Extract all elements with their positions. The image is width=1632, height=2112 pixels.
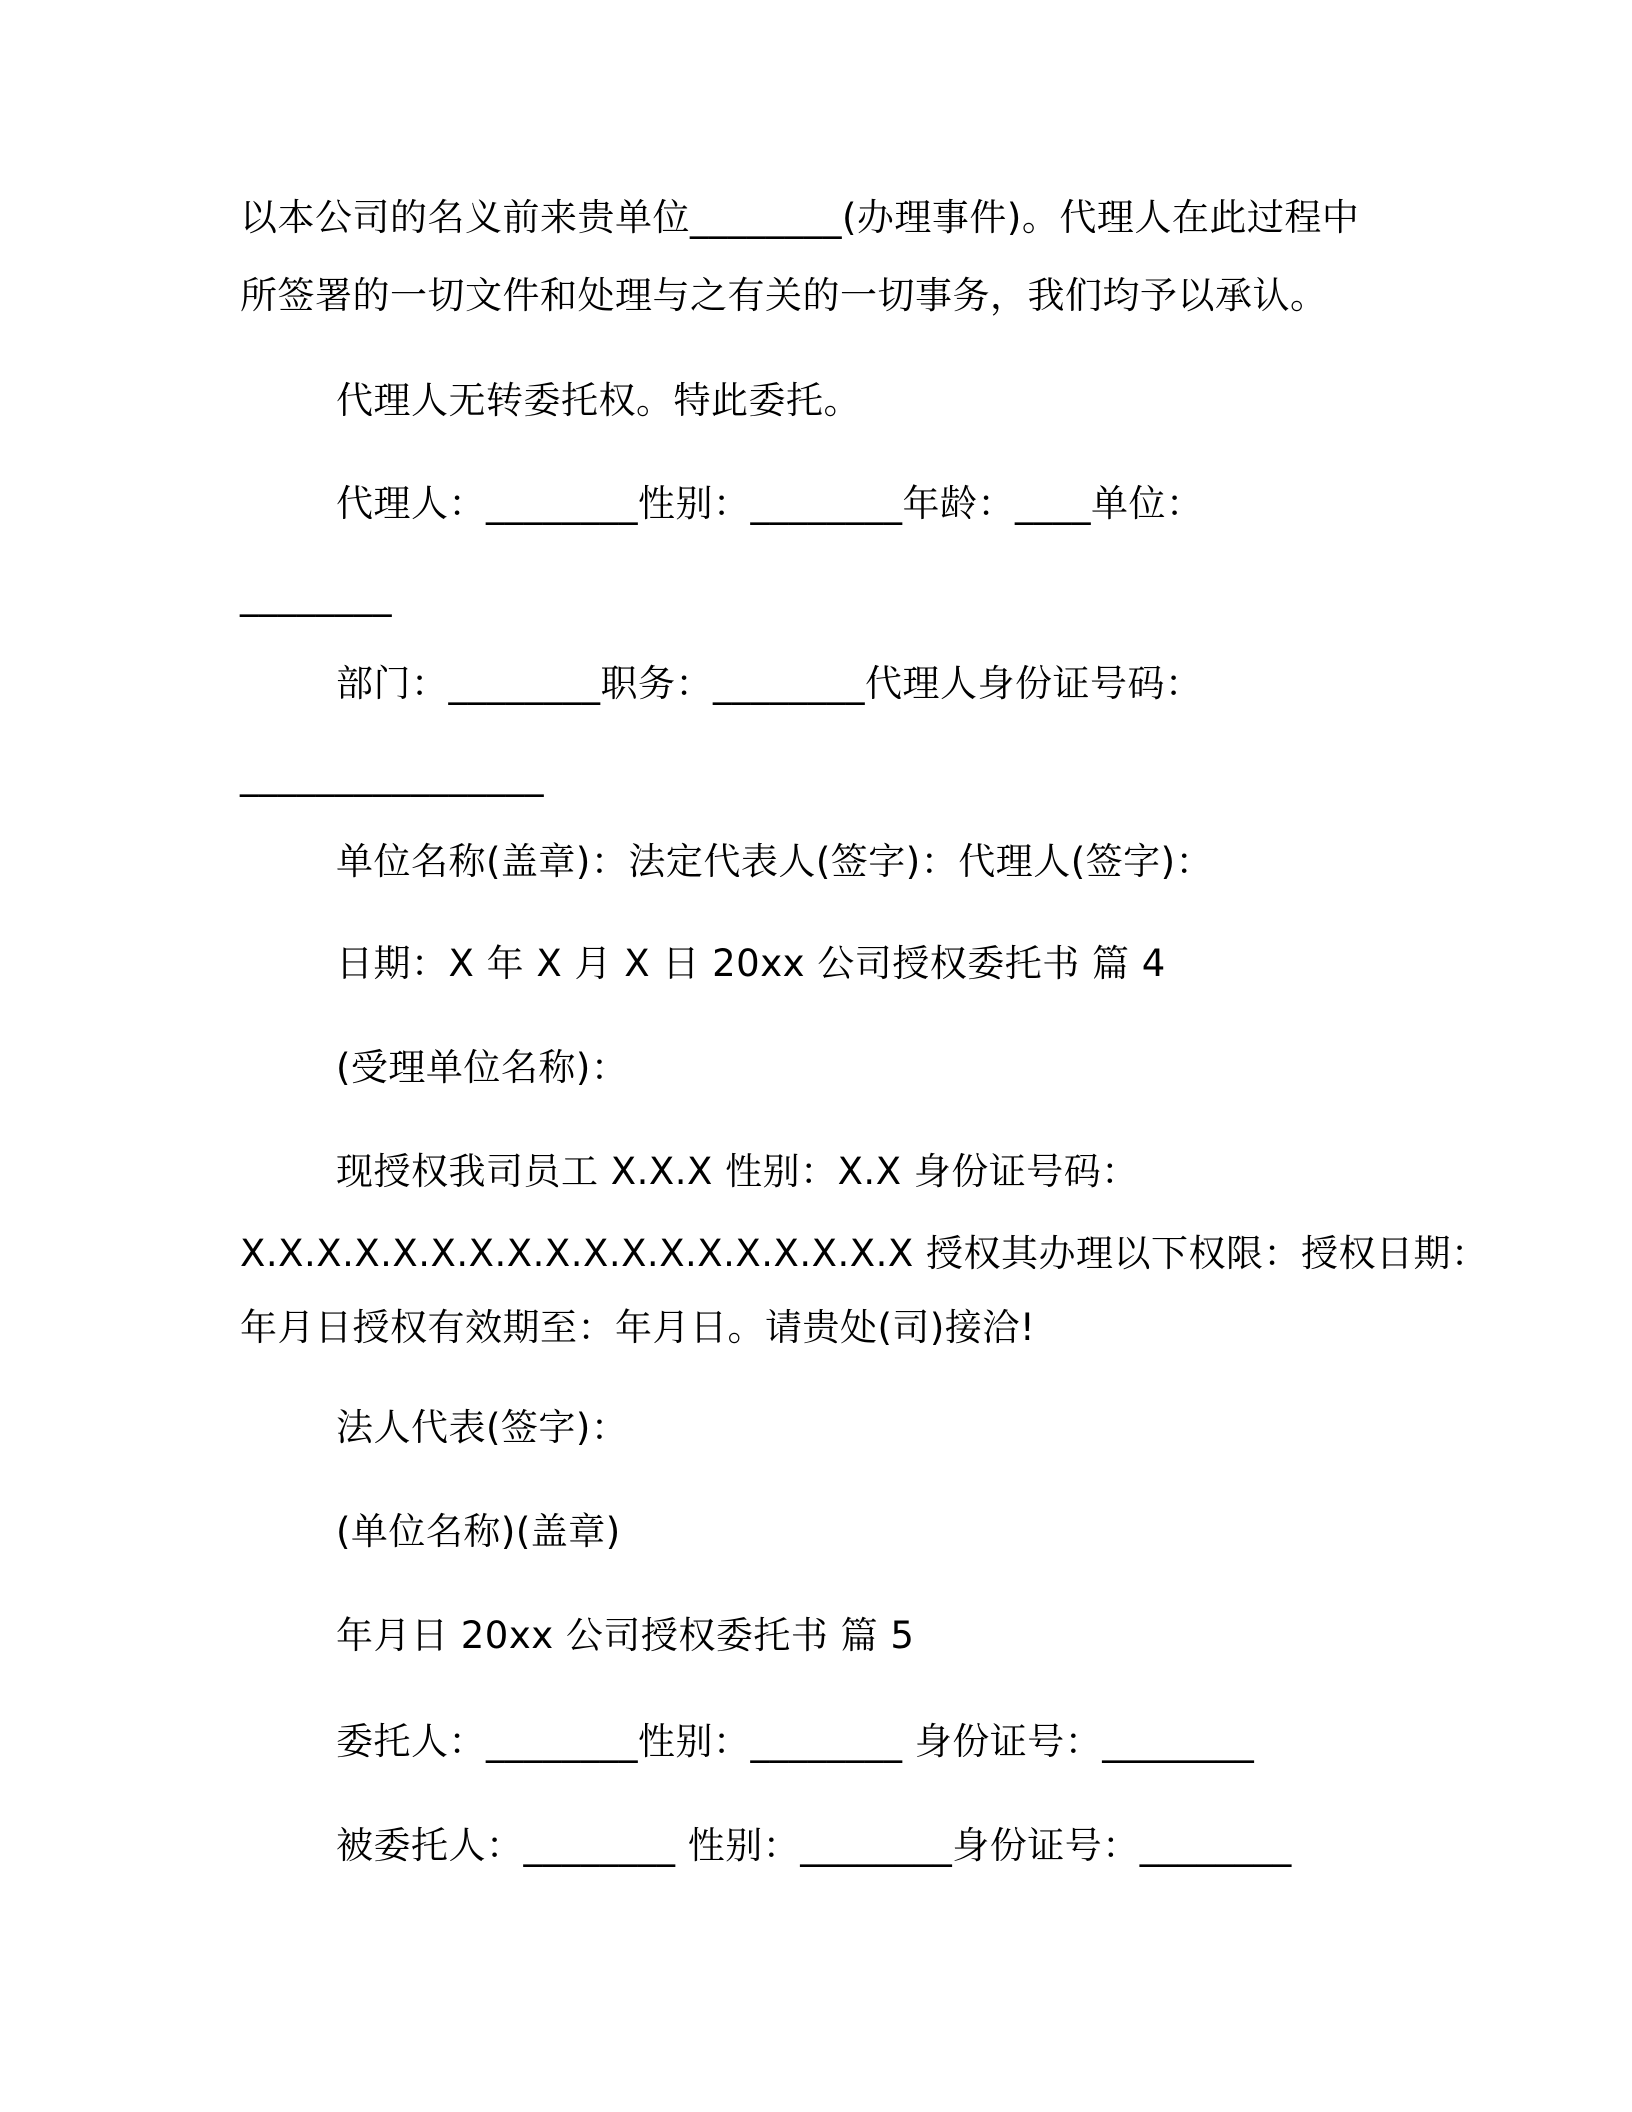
department-line: 部门：________职务：________代理人身份证号码： <box>336 662 1203 705</box>
paragraph-line: 所签署的一切文件和处理与之有关的一切事务，我们均予以承认。 <box>240 274 1328 317</box>
paragraph-line: 代理人无转委托权。特此委托。 <box>336 379 861 422</box>
agent-line: 被委托人：________ 性别：________身份证号：________ <box>336 1824 1292 1867</box>
paragraph-line: X.X.X.X.X.X.X.X.X.X.X.X.X.X.X.X.X.X 授权其办理以下权限：授权日期： <box>240 1232 1489 1275</box>
blank-line: ________ <box>240 574 392 617</box>
legal-rep-line: 法人代表(签字)： <box>336 1406 629 1449</box>
recipient-line: (受理单位名称)： <box>336 1046 629 1089</box>
paragraph-line: 以本公司的名义前来贵单位________(办理事件)。代理人在此过程中 <box>240 196 1360 239</box>
date-heading-line: 日期：X 年 X 月 X 日 20xx 公司授权委托书 篇 4 <box>336 942 1166 985</box>
signature-line: 单位名称(盖章)：法定代表人(签字)：代理人(签字)： <box>336 840 1214 883</box>
principal-line: 委托人：________性别：________ 身份证号：________ <box>336 1720 1255 1763</box>
blank-line: ________________ <box>240 754 544 797</box>
paragraph-line: 年月日授权有效期至：年月日。请贵处(司)接洽! <box>240 1306 1036 1349</box>
agent-info-line: 代理人：________性别：________年龄：____单位： <box>336 482 1204 525</box>
unit-seal-line: (单位名称)(盖章) <box>336 1510 621 1553</box>
section-heading-line: 年月日 20xx 公司授权委托书 篇 5 <box>336 1614 915 1657</box>
paragraph-line: 现授权我司员工 X.X.X 性别：X.X 身份证号码： <box>336 1150 1139 1193</box>
